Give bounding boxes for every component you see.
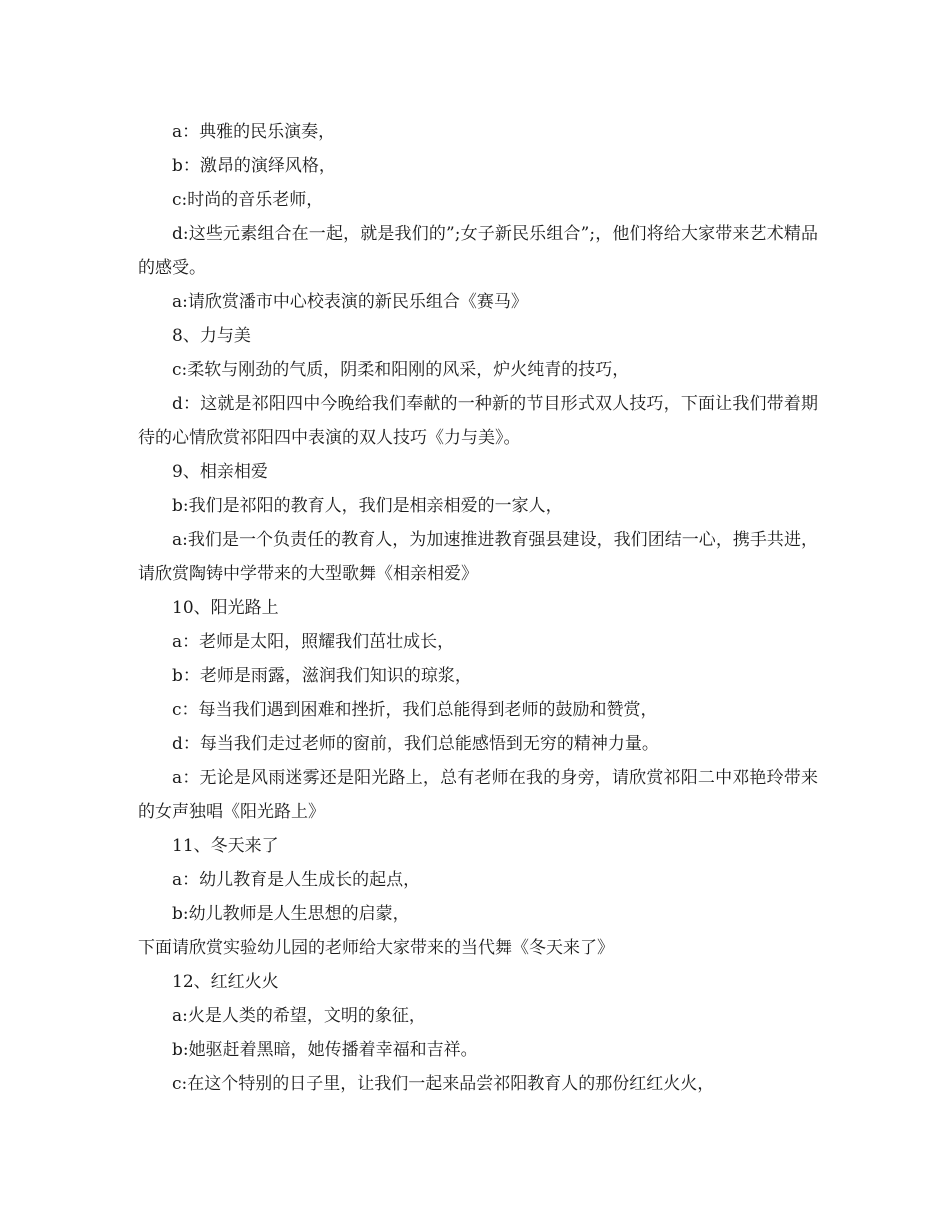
section-heading-8: 8、力与美 <box>172 326 251 346</box>
document-body <box>138 115 818 1101</box>
paragraph-1: a：典雅的民乐演奏， <box>172 122 336 142</box>
paragraph-19: a：幼儿教育是人生成长的起点， <box>172 870 421 890</box>
section-heading-11: 11、冬天来了 <box>172 836 279 856</box>
paragraph-5: a:请欣赏潘市中心校表演的新民乐组合《赛马》 <box>172 292 528 312</box>
paragraph-2: b：激昂的演绎风格， <box>172 156 336 176</box>
paragraph-10: b:我们是祁阳的教育人，我们是相亲相爱的一家人， <box>172 496 563 516</box>
paragraph-17: a：无论是风雨迷雾还是阳光路上，总有老师在我的身旁，请欣赏祁阳二中邓艳玲带来的女声独唱《阳光路上》 <box>138 768 818 822</box>
paragraph-3: c:时尚的音乐老师， <box>172 190 324 210</box>
section-heading-10: 10、阳光路上 <box>172 598 279 618</box>
paragraph-24: b:她驱赶着黑暗，她传播着幸福和吉祥。 <box>172 1040 478 1060</box>
paragraph-14: b：老师是雨露，滋润我们知识的琼浆， <box>172 666 472 686</box>
paragraph-8: d：这就是祁阳四中今晚给我们奉献的一种新的节目形式双人技巧，下面让我们带着期待的心情欣赏祁阳四中表演的双人技巧《力与美》。 <box>138 394 818 448</box>
paragraph-21: 下面请欣赏实验幼儿园的老师给大家带来的当代舞《冬天来了》 <box>138 938 614 958</box>
paragraph-16: d：每当我们走过老师的窗前，我们总能感悟到无穷的精神力量。 <box>172 734 659 754</box>
section-heading-12: 12、红红火火 <box>172 972 279 992</box>
paragraph-20: b:幼儿教师是人生思想的启蒙， <box>172 904 410 924</box>
paragraph-23: a:火是人类的希望，文明的象征， <box>172 1006 426 1026</box>
paragraph-7: c:柔软与刚劲的气质，阴柔和阳刚的风采，炉火纯青的技巧， <box>172 360 630 380</box>
paragraph-15: c：每当我们遇到困难和挫折，我们总能得到老师的鼓励和赞赏， <box>172 700 658 720</box>
paragraph-11: a:我们是一个负责任的教育人，为加速推进教育强县建设，我们团结一心，携手共进，请欣赏陶铸中学带来的大型歌舞《相亲相爱》 <box>138 530 818 584</box>
paragraph-25: c:在这个特别的日子里，让我们一起来品尝祁阳教育人的那份红红火火， <box>172 1074 715 1094</box>
paragraph-4: d:这些元素组合在一起，就是我们的”;女子新民乐组合”;，他们将给大家带来艺术精品的感受。 <box>138 224 818 278</box>
section-heading-9: 9、相亲相爱 <box>172 462 268 482</box>
paragraph-13: a：老师是太阳，照耀我们茁壮成长， <box>172 632 455 652</box>
